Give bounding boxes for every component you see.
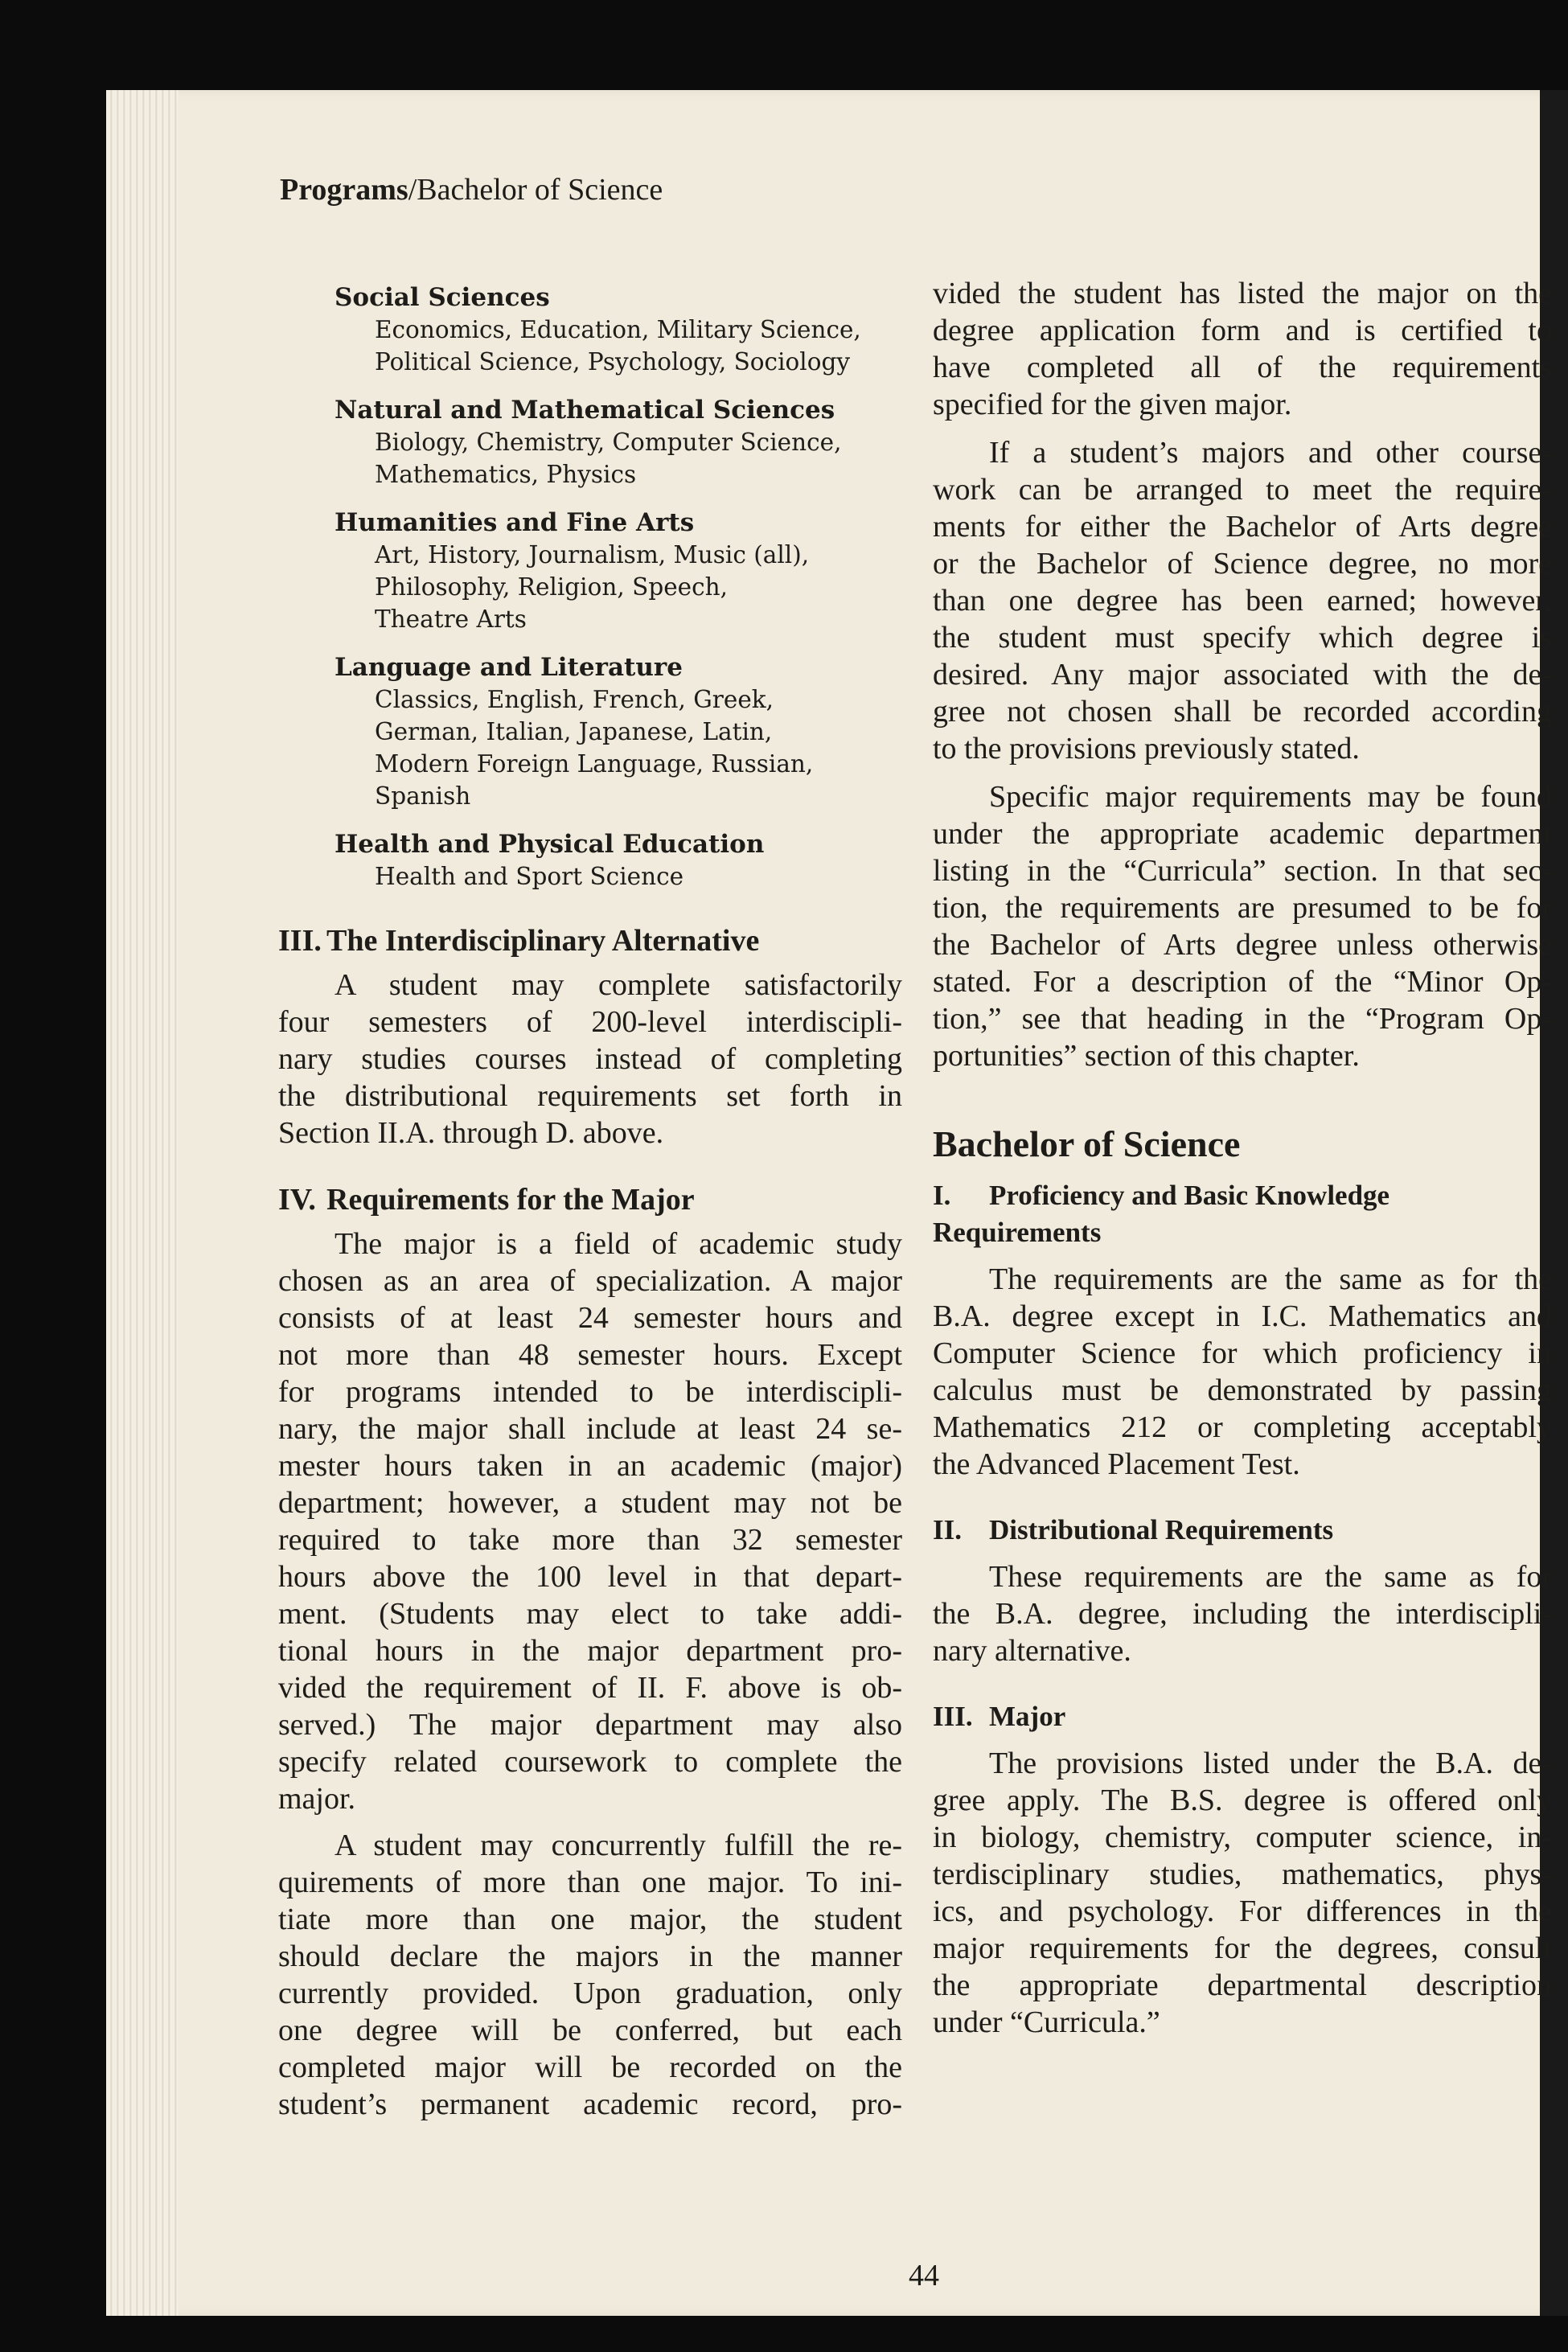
text-line: tiate more than one major, the student <box>278 1903 902 1936</box>
paragraph-specific-requirements <box>933 778 1552 1074</box>
text-line: tion, the requirements are presumed to be for <box>933 891 1552 925</box>
section-number: I. <box>933 1180 951 1211</box>
paragraph-major-definition <box>278 1225 902 1817</box>
text-line: nary alternative. <box>933 1634 1131 1668</box>
category-line: Spanish <box>375 782 471 810</box>
category-line: Economics, Education, Military Science, <box>375 316 861 343</box>
text-line: terdisciplinary studies, mathematics, phys- <box>933 1857 1552 1891</box>
text-line: gree not chosen shall be recorded according <box>933 695 1552 729</box>
category-health-pe <box>278 828 902 893</box>
text-line: desired. Any major associated with the de- <box>933 658 1552 692</box>
text-line: required to take more than 32 semester <box>278 1523 902 1557</box>
text-line: A student may concurrently fulfill the re- <box>335 1829 902 1862</box>
section-heading-distributional <box>933 1512 1552 1549</box>
text-line: hours above the 100 level in that depart- <box>278 1560 902 1594</box>
text-line: Mathematics 212 or completing acceptably <box>933 1410 1552 1444</box>
text-line: chosen as an area of specialization. A major <box>278 1264 902 1298</box>
category-humanities <box>278 507 902 635</box>
section-heading-proficiency-cont: Requirements <box>933 1217 1102 1248</box>
text-line: completed major will be recorded on the <box>278 2050 902 2084</box>
text-line: portunities” section of this chapter. <box>933 1039 1360 1073</box>
text-line: major. <box>278 1782 356 1816</box>
text-line: tional hours in the major department pro- <box>278 1634 902 1668</box>
text-line: nary studies courses instead of completing <box>278 1042 902 1076</box>
text-line: under the appropriate academic department <box>933 817 1552 851</box>
category-title: Health and Physical Education <box>335 830 765 859</box>
text-line: quirements of more than one major. To ini- <box>278 1866 902 1899</box>
text-line: Computer Science for which proficiency in <box>933 1336 1552 1370</box>
text-line: stated. For a description of the “Minor Op- <box>933 965 1552 999</box>
text-line: mester hours taken in an academic (major) <box>278 1449 902 1483</box>
text-line: If a student’s majors and other course- <box>989 436 1552 470</box>
right-column <box>933 275 1552 2041</box>
category-line: Classics, English, French, Greek, <box>375 686 774 713</box>
category-line: German, Italian, Japanese, Latin, <box>375 718 773 745</box>
text-line: should declare the majors in the manner <box>278 1939 902 1973</box>
running-head-rest: /Bachelor of Science <box>408 173 663 207</box>
section-title: Requirements for the Major <box>326 1183 695 1217</box>
text-line: the B.A. degree, including the interdiscipli- <box>933 1597 1552 1631</box>
text-line: specified for the given major. <box>933 388 1292 421</box>
category-line: Biology, Chemistry, Computer Science, <box>375 429 842 456</box>
text-line: consists of at least 24 semester hours and <box>278 1301 902 1335</box>
category-line: Art, History, Journalism, Music (all), <box>375 541 810 569</box>
category-line: Health and Sport Science <box>375 863 684 890</box>
section-heading-major <box>933 1698 1552 1735</box>
paragraph-multiple-degrees <box>933 434 1552 767</box>
text-line: student’s permanent academic record, pro- <box>278 2087 902 2121</box>
category-title: Natural and Mathematical Sciences <box>335 396 835 425</box>
text-line: the distributional requirements set forth in <box>278 1079 902 1113</box>
category-line: Mathematics, Physics <box>375 461 637 488</box>
text-line: listing in the “Curricula” section. In that sec- <box>933 854 1552 888</box>
category-line: Modern Foreign Language, Russian, <box>375 750 814 778</box>
text-line: one degree will be conferred, but each <box>278 2013 902 2047</box>
category-line: Political Science, Psychology, Sociology <box>375 348 851 376</box>
section-title: Distributional Requirements <box>989 1514 1334 1545</box>
heading-bachelor-of-science: Bachelor of Science <box>933 1123 1241 1164</box>
page-number: 44 <box>909 2259 939 2292</box>
section-title: The Interdisciplinary Alternative <box>326 924 760 958</box>
category-title: Humanities and Fine Arts <box>335 508 695 537</box>
section-number: IV. <box>278 1183 316 1217</box>
text-line: the appropriate departmental description <box>933 1968 1552 2002</box>
section-title: Major <box>989 1701 1066 1732</box>
category-line: Philosophy, Religion, Speech, <box>375 573 729 601</box>
paragraph-distributional <box>933 1558 1552 1669</box>
text-line: have completed all of the requirements <box>933 351 1552 384</box>
running-head-bold: Programs <box>280 173 408 207</box>
text-line: in biology, chemistry, computer science, in- <box>933 1820 1552 1854</box>
paragraph-concurrent-majors <box>278 1827 902 2123</box>
category-line: Theatre Arts <box>375 605 527 633</box>
running-head <box>280 172 663 207</box>
paragraph-interdisciplinary <box>278 967 902 1151</box>
text-line: the Bachelor of Arts degree unless otherwise <box>933 928 1552 962</box>
category-language-literature <box>278 651 902 812</box>
section-heading-major-requirements <box>278 1180 902 1219</box>
section-title: Proficiency and Basic Knowledge <box>989 1180 1390 1211</box>
text-line: ment. (Students may elect to take addi- <box>278 1597 902 1631</box>
category-social-sciences <box>278 281 902 378</box>
text-line: gree apply. The B.S. degree is offered only <box>933 1783 1552 1817</box>
text-line: tion,” see that heading in the “Program Op- <box>933 1002 1552 1036</box>
text-line: work can be arranged to meet the require- <box>933 473 1552 507</box>
text-line: B.A. degree except in I.C. Mathematics and <box>933 1299 1552 1333</box>
text-line: nary, the major shall include at least 24 se- <box>278 1412 902 1446</box>
text-line: not more than 48 semester hours. Except <box>278 1338 902 1372</box>
paragraph-continued <box>933 275 1552 423</box>
category-title: Language and Literature <box>335 653 683 682</box>
text-line: specify related coursework to complete the <box>278 1745 902 1779</box>
text-line: to the provisions previously stated. <box>933 732 1360 766</box>
text-line: degree application form and is certified to <box>933 314 1552 347</box>
text-line: Specific major requirements may be found <box>989 780 1552 814</box>
text-line: vided the student has listed the major on the <box>933 277 1552 310</box>
text-line: major requirements for the degrees, consult <box>933 1931 1552 1965</box>
category-natural-math <box>278 394 902 491</box>
text-line: ics, and psychology. For differences in the <box>933 1894 1552 1928</box>
text-line: currently provided. Upon graduation, only <box>278 1976 902 2010</box>
text-line: under “Curricula.” <box>933 2005 1160 2039</box>
text-line: the student must specify which degree is <box>933 621 1552 655</box>
text-line: The major is a field of academic study <box>335 1227 902 1261</box>
left-column <box>278 281 902 2123</box>
text-line: The requirements are the same as for the <box>989 1262 1552 1296</box>
section-number: II. <box>933 1514 962 1545</box>
text-line: the Advanced Placement Test. <box>933 1447 1300 1481</box>
section-number: III. <box>933 1701 973 1732</box>
paragraph-proficiency <box>933 1261 1552 1483</box>
text-line: These requirements are the same as for <box>989 1560 1552 1594</box>
category-title: Social Sciences <box>335 283 550 312</box>
text-line: A student may complete satisfactorily <box>335 968 902 1002</box>
text-line: than one degree has been earned; however, <box>933 584 1552 618</box>
section-heading-interdisciplinary <box>278 922 902 960</box>
text-line: vided the requirement of II. F. above is ob- <box>278 1671 902 1705</box>
section-heading-proficiency <box>933 1177 1552 1214</box>
section-number: III. <box>278 924 322 958</box>
text-line: calculus must be demonstrated by passing <box>933 1373 1552 1407</box>
text-line: or the Bachelor of Science degree, no more <box>933 547 1552 581</box>
text-line: served.) The major department may also <box>278 1708 902 1742</box>
text-line: Section II.A. through D. above. <box>278 1116 664 1150</box>
text-line: The provisions listed under the B.A. de- <box>989 1747 1552 1780</box>
text-line: department; however, a student may not be <box>278 1486 902 1520</box>
text-line: ments for either the Bachelor of Arts degree <box>933 510 1552 544</box>
text-line: for programs intended to be interdiscipli- <box>278 1375 902 1409</box>
text-line: four semesters of 200-level interdiscipli- <box>278 1005 902 1039</box>
paragraph-major <box>933 1745 1552 2041</box>
